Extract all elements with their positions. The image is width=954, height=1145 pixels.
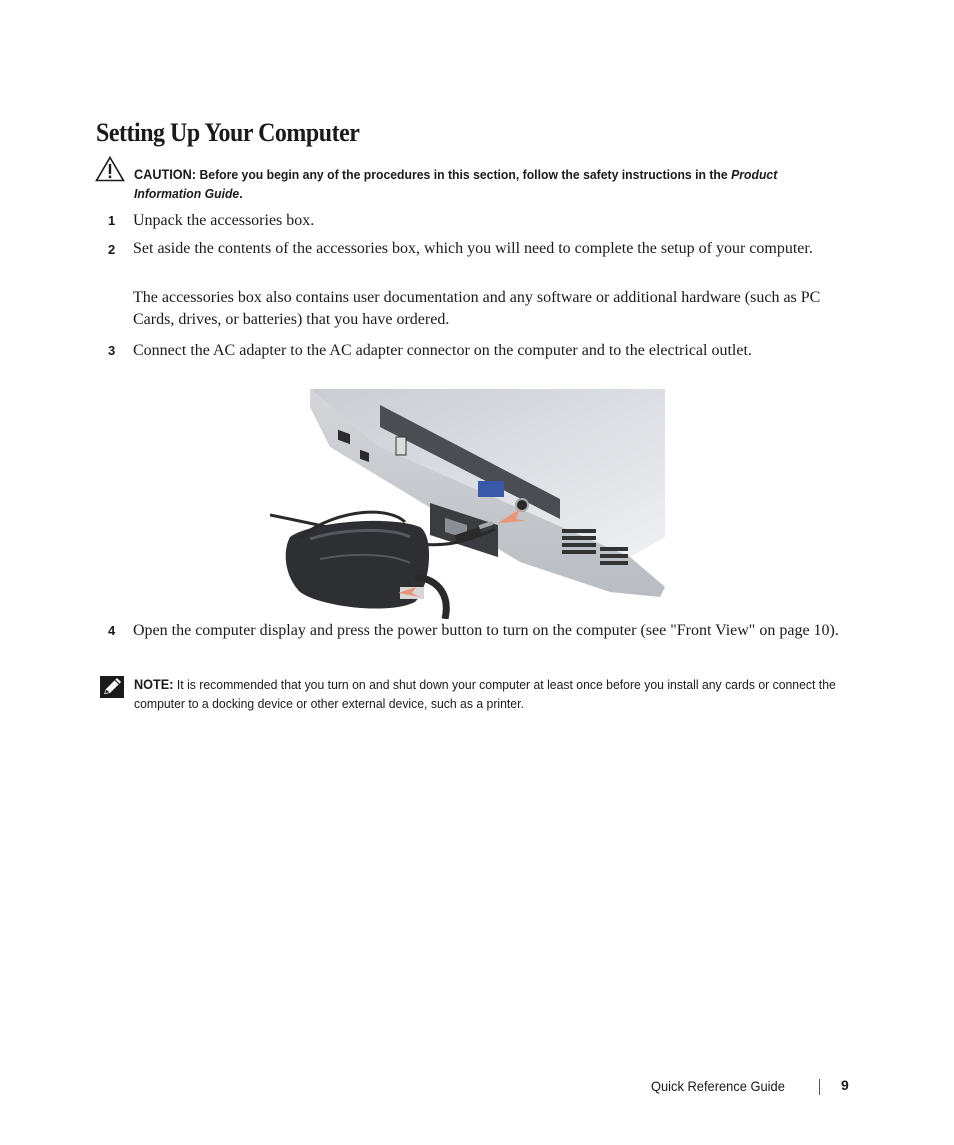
step-number: 4 — [108, 623, 116, 638]
note-label: NOTE: — [134, 677, 174, 692]
page-number: 9 — [841, 1077, 849, 1093]
caution-block — [134, 165, 830, 203]
caution-text-end: . — [239, 186, 243, 201]
footer-divider — [819, 1079, 820, 1095]
step-text: Connect the AC adapter to the AC adapter connector on the computer and to the electrical outlet. — [133, 342, 752, 359]
step-extra-text: The accessories box also contains user documentation and any software or additional hardware (such as PC Cards, drives, or batteries) that you have ordered. — [133, 289, 821, 328]
step-text: Open the computer display and press the power button to turn on the computer (see "Front View" on page 10). — [133, 622, 839, 639]
step-text: Set aside the contents of the accessories box, which you will need to complete the setup of your computer. — [133, 240, 813, 257]
note-block — [134, 675, 848, 713]
caution-icon — [95, 156, 125, 182]
footer-guide-title: Quick Reference Guide — [651, 1078, 785, 1094]
note-icon — [100, 676, 124, 698]
caution-text: Before you begin any of the procedures in this section, follow the safety instructions in the — [199, 167, 728, 182]
step-text: Unpack the accessories box. — [133, 212, 315, 229]
page-title: Setting Up Your Computer — [96, 118, 360, 147]
step-number: 2 — [108, 242, 116, 257]
ac-adapter-illustration — [270, 387, 670, 619]
note-text: It is recommended that you turn on and shut down your computer at least once before you install any cards or connect the computer to a docking device or other external device, such as a printer. — [134, 677, 836, 711]
step-number: 1 — [108, 213, 116, 228]
caution-doc-title: Product Information Guide — [134, 167, 778, 201]
caution-label: CAUTION: — [134, 167, 197, 182]
step-number: 3 — [108, 343, 116, 358]
